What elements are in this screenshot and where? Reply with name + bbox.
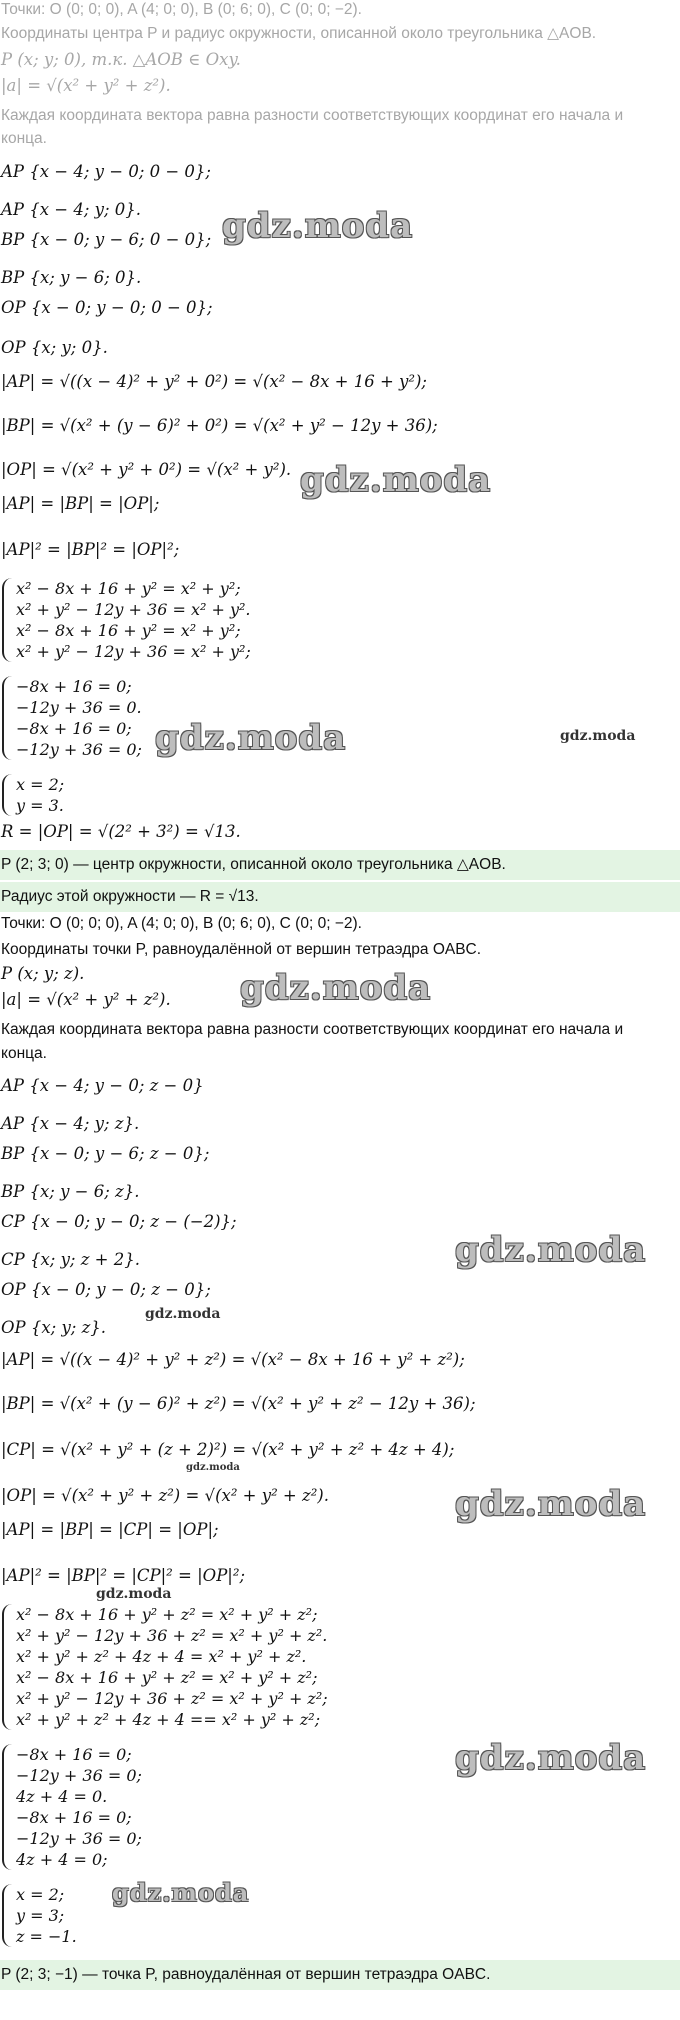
watermark: gdz.moda [560,728,636,744]
points-line-2: Точки: O (0; 0; 0), A (4; 0; 0), B (0; 6; 0), C (0; 0; −2). [1,915,362,932]
vector-length-formula-2: |a| = √(x² + y² + z²). [1,990,171,1009]
system-4-row: x² − 8x + 16 + y² + z² = x² + y² + z²; [16,1668,318,1687]
vector-cp-raw-2: CP {x − 0; y − 0; z − (−2)}; [1,1212,237,1231]
equal-lengths-2: |AP| = |BP| = |CP| = |OP|; [1,1520,219,1539]
watermark: gdz.moda [455,1738,647,1778]
watermark: gdz.moda [240,968,432,1008]
system-6 [16,1884,77,1947]
system-6-row: z = −1. [16,1927,77,1946]
watermark: gdz.moda [112,1878,250,1907]
system-5-row: −8x + 16 = 0; [16,1808,132,1827]
watermark: gdz.moda [145,1306,221,1322]
equal-lengths-1: |AP| = |BP| = |OP|; [1,494,160,513]
system-4-row: x² + y² + z² + 4z + 4 == x² + y² + z²; [16,1710,321,1729]
vector-ap-raw-2: AP {x − 4; y − 0; z − 0} [1,1076,204,1095]
p-coords-line-1: P (x; y; 0), т.к. △AOB ∈ Oxy. [1,50,241,69]
length-op-2: |OP| = √(x² + y² + z²) = √(x² + y² + z²). [1,1486,329,1505]
vector-op-1: OP {x; y; 0}. [1,338,108,357]
vector-bp-raw-1: BP {x − 0; y − 6; 0 − 0}; [1,230,212,249]
system-1-row: x² − 8x + 16 + y² = x² + y²; [16,579,241,598]
system-4-row: x² − 8x + 16 + y² + z² = x² + y² + z²; [16,1605,318,1624]
system-2 [16,676,142,760]
system-5-row: −12y + 36 = 0; [16,1829,142,1848]
watermark: gdz.moda [222,206,414,246]
length-ap-2: |AP| = √((x − 4)² + y² + z²) = √(x² − 8x + 16 + y² + z²); [1,1350,465,1369]
watermark: gdz.moda [300,460,492,500]
system-2-row: −8x + 16 = 0; [16,719,132,738]
system-4 [16,1604,328,1730]
vector-ap-raw-1: AP {x − 4; y − 0; 0 − 0}; [1,162,211,181]
system-brace-1 [2,578,12,662]
system-3 [16,774,64,816]
length-bp-1: |BP| = √(x² + (y − 6)² + 0²) = √(x² + y² − 12y + 36); [1,416,438,435]
system-brace-5 [2,1744,12,1870]
watermark: gdz.moda [455,1484,647,1524]
vector-op-raw-1: OP {x − 0; y − 0; 0 − 0}; [1,298,213,317]
system-brace-3 [2,774,12,816]
explanation-line-2b: конца. [1,1045,47,1062]
answer-center-1: P (2; 3; 0) — центр окружности, описанной около треугольника △AOB. [0,850,680,880]
length-op-1: |OP| = √(x² + y² + 0²) = √(x² + y²). [1,460,292,479]
length-ap-1: |AP| = √((x − 4)² + y² + 0²) = √(x² − 8x + 16 + y²); [1,372,427,391]
system-2-row: −12y + 36 = 0; [16,740,142,759]
system-brace-4 [2,1604,12,1730]
system-5-row: 4z + 4 = 0. [16,1787,108,1806]
vector-op-2: OP {x; y; z}. [1,1318,107,1337]
watermark: gdz.moda [186,1462,240,1473]
system-1-row: x² + y² − 12y + 36 = x² + y². [16,600,251,619]
system-1-row: x² − 8x + 16 + y² = x² + y²; [16,621,241,640]
system-3-row: y = 3. [16,796,64,815]
system-2-row: −8x + 16 = 0; [16,677,132,696]
radius-line-1: R = |OP| = √(2² + 3²) = √13. [1,822,241,841]
task-line-1: Координаты центра P и радиус окружности, описанной около треугольника △AOB. [1,25,597,42]
system-5 [16,1744,142,1870]
system-2-row: −12y + 36 = 0. [16,698,142,717]
length-cp-2: |CP| = √(x² + y² + (z + 2)²) = √(x² + y² + z² + 4z + 4); [1,1440,455,1459]
watermark: gdz.moda [455,1230,647,1270]
vector-op-raw-2: OP {x − 0; y − 0; z − 0}; [1,1280,211,1299]
p-coords-line-2: P (x; y; z). [1,964,85,983]
system-5-row: −8x + 16 = 0; [16,1745,132,1764]
points-line-1: Точки: O (0; 0; 0), A (4; 0; 0), B (0; 6; 0), C (0; 0; −2). [1,1,362,18]
explanation-line-1: Каждая координата вектора равна разности соответствующих координат его начала и конца. [1,107,624,147]
system-1 [16,578,251,662]
system-brace-2 [2,676,12,760]
system-4-row: x² + y² + z² + 4z + 4 = x² + y² + z². [16,1647,307,1666]
system-4-row: x² + y² − 12y + 36 + z² = x² + y² + z². [16,1626,328,1645]
vector-bp-2: BP {x; y − 6; z}. [1,1182,140,1201]
vector-ap-2: AP {x − 4; y; z}. [1,1114,140,1133]
vector-cp-2: CP {x; y; z + 2}. [1,1250,140,1269]
system-4-row: x² + y² − 12y + 36 + z² = x² + y² + z²; [16,1689,328,1708]
system-6-row: x = 2; [16,1885,65,1904]
vector-length-formula-1: |a| = √(x² + y² + z²). [1,76,171,95]
watermark: gdz.moda [155,718,347,758]
answer-point-2: P (2; 3; −1) — точка P, равноудалённая от вершин тетраэдра OABC. [0,1960,680,1990]
system-6-row: y = 3; [16,1906,65,1925]
vector-ap-1: AP {x − 4; y; 0}. [1,200,142,219]
length-bp-2: |BP| = √(x² + (y − 6)² + z²) = √(x² + y² + z² − 12y + 36); [1,1394,476,1413]
system-brace-6 [2,1884,12,1947]
equal-squares-1: |AP|² = |BP|² = |OP|²; [1,540,180,559]
system-3-row: x = 2; [16,775,65,794]
vector-bp-raw-2: BP {x − 0; y − 6; z − 0}; [1,1144,210,1163]
task-line-2: Координаты точки P, равноудалённой от вершин тетраэдра OABC. [1,941,482,958]
answer-radius-1: Радиус этой окружности — R = √13. [0,882,680,912]
equal-squares-2: |AP|² = |BP|² = |CP|² = |OP|²; [1,1566,246,1585]
watermark: gdz.moda [96,1586,172,1602]
explanation-line-2a: Каждая координата вектора равна разности соответствующих координат его начала и [1,1021,624,1038]
system-1-row: x² + y² − 12y + 36 = x² + y²; [16,642,251,661]
vector-bp-1: BP {x; y − 6; 0}. [1,268,142,287]
system-5-row: −12y + 36 = 0; [16,1766,142,1785]
system-5-row: 4z + 4 = 0; [16,1850,108,1869]
